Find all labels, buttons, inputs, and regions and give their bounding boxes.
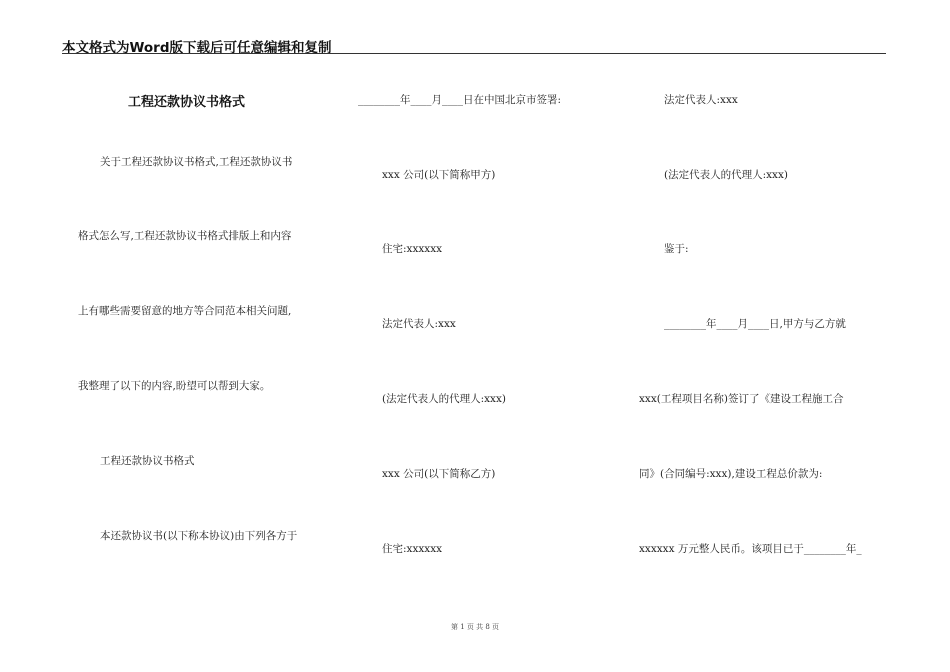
paragraph-line: 格式怎么写,工程还款协议书格式排版上和内容 [78,230,292,242]
header-divider [62,53,886,54]
document-header [62,34,886,54]
paragraph-line: 同》(合同编号:xxx),建设工程总价款为: [639,468,823,480]
document-title: 工程还款协议书格式 [128,95,246,110]
paragraph-line: ________年____月____日在中国北京市签署: [358,94,562,106]
page-number: 第 1 页 共 8 页 [450,623,500,631]
party-line: xxx 公司(以下简称乙方) [382,468,496,480]
paragraph-line: xxxxxx 万元整人民币。该项目已于________年_ [639,543,862,555]
party-line: 住宅:xxxxxx [382,543,443,555]
party-line: xxx 公司(以下简称甲方) [382,169,496,181]
party-line: (法定代表人的代理人:xxx) [382,393,506,405]
party-line: (法定代表人的代理人:xxx) [664,169,788,181]
paragraph-line: 关于工程还款协议书格式,工程还款协议书 [100,156,293,168]
party-line: 法定代表人:xxx [382,318,456,330]
paragraph-line: xxx(工程项目名称)签订了《建设工程施工合 [639,393,844,405]
paragraph-line: 鉴于: [664,243,689,255]
paragraph-line: 上有哪些需要留意的地方等合同范本相关问题, [78,305,292,317]
paragraph-line: 本还款协议书(以下称本协议)由下列各方于 [100,530,298,542]
paragraph-line: ________年____月____日,甲方与乙方就 [664,318,846,330]
header-notice: 本文格式为Word版下载后可任意编辑和复制 [62,40,332,56]
section-heading: 工程还款协议书格式 [100,455,195,467]
party-line: 住宅:xxxxxx [382,243,443,255]
party-line: 法定代表人:xxx [664,94,738,106]
paragraph-line: 我整理了以下的内容,盼望可以帮到大家。 [78,380,271,392]
